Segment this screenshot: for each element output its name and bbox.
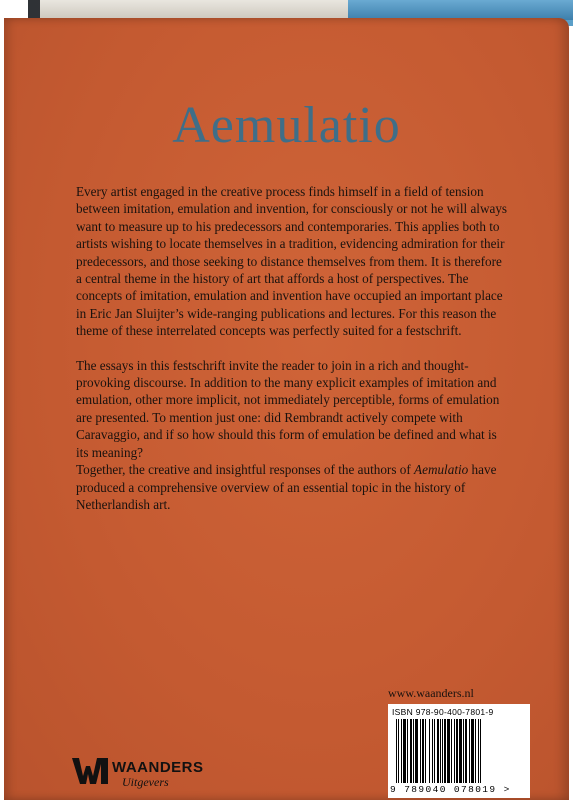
waanders-logo-icon xyxy=(72,758,108,784)
isbn-number: ISBN 978-90-400-7801-9 xyxy=(392,707,494,717)
spine-top xyxy=(348,0,573,20)
blurb-paragraph-2: The essays in this festschrift invite the reader to join in a rich and thought-provoking discourse. In addition to the many explicit examples of imitation and emulation, other more implicit, not immediately perceptible, forms of emulation are presented. To mention just one: did Rembrandt actively compete with Caravaggio, and if so how should this form of emulation be defined and what is its meaning? xyxy=(76,357,500,460)
blurb-paragraph-3 xyxy=(76,461,510,513)
back-cover xyxy=(4,18,569,800)
blurb-paragraph-3-end: have produced a comprehensive overview of an essential topic in the history of Netherlandish art. xyxy=(76,462,497,512)
publisher-logo xyxy=(72,758,204,788)
barcode-digits: 9 789040 078019 > xyxy=(390,784,511,795)
barcode-bars xyxy=(396,719,524,783)
blurb-text xyxy=(76,183,510,513)
blurb-title-reference: Aemulatio xyxy=(414,462,469,478)
isbn-barcode xyxy=(388,704,530,798)
blurb-paragraph-3-start: Together, the creative and insightful responses of the authors of xyxy=(76,462,415,478)
publisher-subtitle: Uitgevers xyxy=(122,775,169,789)
publisher-website: www.waanders.nl xyxy=(388,686,474,700)
blurb-paragraph-1: Every artist engaged in the creative process finds himself in a field of tension between imitation, emulation and invention, for consciously or not he will always want to measure up to his predecessors and contemporaries. This applies both to artists wishing to locate themselves in a tradition, evidencing admiration for their predecessors, and those seeking to distance themselves from them. It is therefore a central theme in the history of art that affords a host of perspectives. The concepts of imitation, emulation and invention have occupied an important place in Eric Jan Sluijter’s wide-ranging publications and lectures. For this reason the theme of these interrelated concepts was perfectly suited for a festschrift. xyxy=(76,184,508,339)
publisher-wordmark xyxy=(112,758,204,788)
publisher-name: WAANDERS xyxy=(112,759,204,776)
book-title: Aemulatio xyxy=(172,97,401,154)
